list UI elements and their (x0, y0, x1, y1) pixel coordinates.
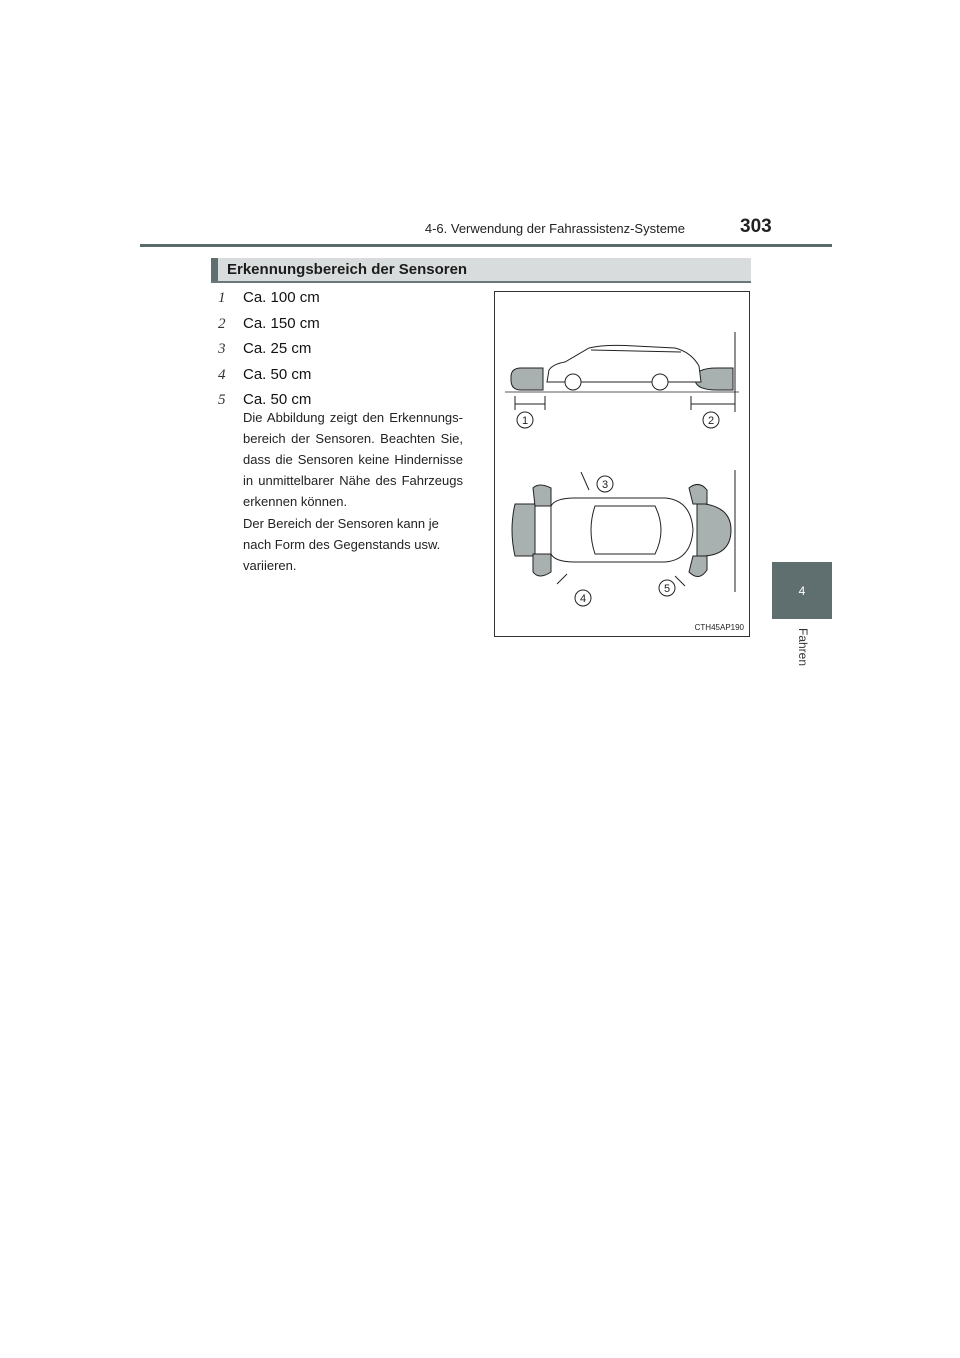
rear-wheel (565, 374, 581, 390)
rear-center-zone (512, 504, 535, 556)
front-corner-zone-top (689, 484, 707, 504)
sensor-diagram (495, 292, 749, 636)
header-rule (140, 244, 832, 247)
rear-sensor-zone (511, 368, 543, 390)
callout-3: 3 (601, 479, 609, 491)
rear-corner-zone-bottom (533, 554, 551, 576)
page-number: 303 (740, 216, 772, 237)
callout-1: 1 (521, 415, 529, 427)
note-paragraph: Der Bereich der Sensoren kann je nach Form des Gegenstands usw. variieren. (243, 516, 441, 573)
item-text: Ca. 150 cm (243, 314, 320, 332)
item-number: 2 (218, 315, 226, 332)
item-text: Ca. 100 cm (243, 289, 320, 306)
front-center-zone (697, 504, 731, 556)
callout-4: 4 (579, 593, 587, 605)
item-text: Ca. 50 cm (243, 391, 312, 409)
item-text: Ca. 50 cm (243, 365, 312, 383)
sensor-range-figure (494, 291, 750, 637)
item-text: Ca. 25 cm (243, 340, 312, 358)
callout-5: 5 (663, 583, 671, 595)
car-top-body (551, 498, 693, 562)
section-heading-bar (211, 258, 751, 283)
rear-corner-zone-top (533, 485, 551, 506)
front-corner-zone-bottom (689, 556, 707, 577)
dimension-3-line (581, 472, 589, 490)
item-number: 3 (218, 341, 226, 358)
figure-code: CTH45AP190 (694, 623, 744, 632)
chapter-number: 4 (798, 583, 806, 598)
item-number: 5 (218, 392, 226, 409)
side-view (505, 332, 739, 428)
dimension-4-line (557, 574, 567, 584)
chapter-tab[interactable] (772, 562, 832, 619)
callout-2: 2 (707, 415, 715, 427)
top-view (512, 470, 735, 606)
section-accent (211, 258, 218, 281)
front-wheel (652, 374, 668, 390)
dimension-5-line (675, 576, 685, 586)
running-header: 4-6. Verwendung der Fahrassistenz-Systeme (424, 221, 685, 236)
section-title: Erkennungsbereich der Sensoren (227, 261, 468, 278)
item-number: 4 (218, 366, 226, 383)
item-number: 1 (218, 290, 226, 306)
chapter-label: Fahren (796, 628, 810, 667)
description-paragraph: Die Abbildung zeigt den Erkennungs-bereich der Sensoren. Beachten Sie, dass die Sensoren keine Hindernisse in unmittelbarer Nähe des Fahrzeugs erkennen können. (243, 410, 463, 509)
